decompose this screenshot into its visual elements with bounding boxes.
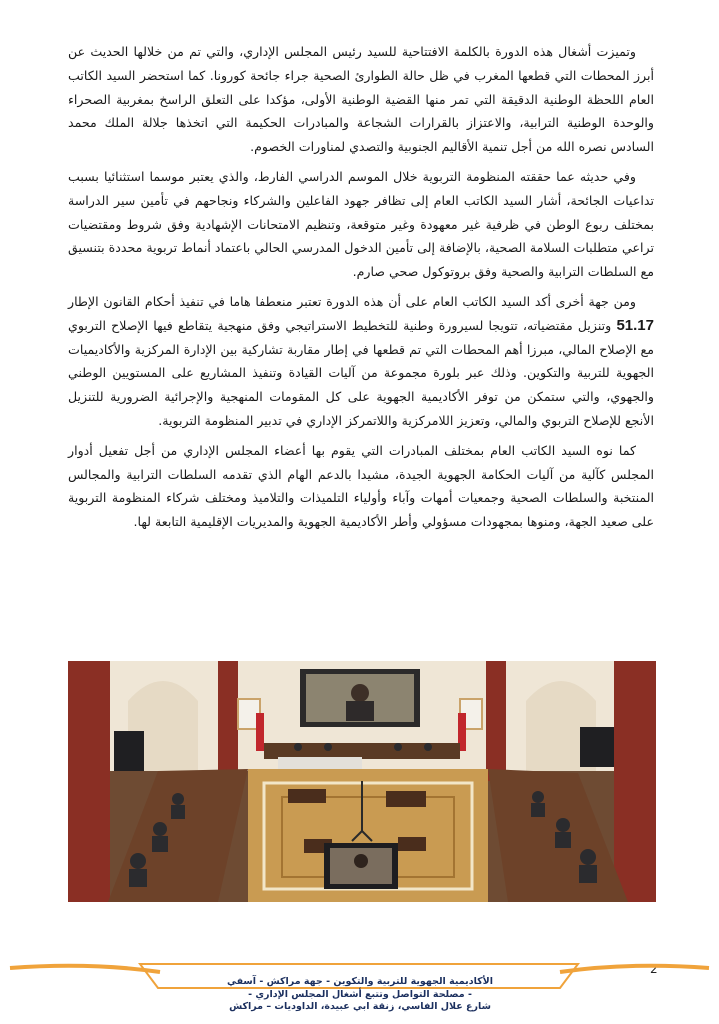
law-number: 51.17 [616,316,654,334]
paragraph-framework-law-part1: ومن جهة أخرى أكد السيد الكاتب العام على أن هذه الدورة تعتبر منعطفا هاما في تنفيذ أحكام القانون الإطار [68,293,636,309]
footer-line-service: - مصلحة التواصل وتتبع أشغال المجلس الإداري - [248,988,472,1000]
paragraph-framework-law [68,290,654,433]
page-number: 2 [650,962,658,976]
footer-line-address: شارع علال الفاسي، زنقة ابي عبيدة، الداوديات – مراكش [229,1001,491,1012]
paragraph-framework-law-part2: وتنزيل مقتضياته، تتويجا لسيرورة وطنية للتخطيط الاستراتيجي وفق منهجية يتقاطع فيها الإصلاح التربوي مع الإصلاح المالي، مبرزا أهم المحطات التي تم قطعها في إطار مقاربة تشاركية بين الإدارة المركزية والأكاديميات الجهوية للتربية والتكوين. وذلك عبر بلورة مجموعة من آليات القيادة وتنفيذ المشاريع على المستويين الوطني والجهوي، والتي ستمكن من توفر الأكاديمية الجهوية على كل المقومات المنهجية والإجرائية الضرورية للتنزيل الأنجع للإصلاح التربوي والمالي، وتعزيز اللامركزية واللاتمركز الإداري في تدبير المنظومة التربوية. [68,317,654,428]
paragraph-acknowledgements: كما نوه السيد الكاتب العام بمختلف المبادرات التي يقوم بها أعضاء المجلس الإداري من أجل تفعيل أدوار المجلس كآلية من آليات الحكامة الجهوية الجيدة، مشيدا بالدعم الهام الذي تقدمه السلطات الترابية والمجالس المنتخبة والسلطات الصحية وجمعيات أمهات وآباء وأولياء التلميذات والتلاميذ ومختلف شركاء المنظومة التربوية على صعيد الجهة، ومنوها بمجهودات مسؤولي وأطر الأكاديمية الجهوية والمديريات الإقليمية التابعة لها. [68,442,654,530]
article-body [68,40,654,540]
footer [160,976,560,1014]
meeting-hall-photo [68,661,656,902]
footer-line-academy: الأكاديمية الجهوية للتربية والتكوين - جهة مراكش - آسفي [226,976,493,987]
paragraph-school-year: وفي حديثه عما حققته المنظومة التربوية خلال الموسم الدراسي الفارط، والذي يعتبر موسما استثنائيا بسبب تداعيات الجائحة، أشار السيد الكاتب العام إلى تظافر جهود الفاعلين والشركاء ونجاحهم في تأمين سير الدراسة بمختلف ربوع الوطن في ظرفية غير معهودة وغير متوقعة، وتنظيم الامتحانات الإشهادية وفق شروط ومقتضيات تراعي متطلبات السلامة الصحية، بالإضافة إلى تأمين الدخول المدرسي الحالي باعتماد أنماط تربوية محددة بتنسيق مع السلطات الترابية والصحية وفق بروتوكول صحي صارم. [68,168,654,280]
paragraph-opening-speech: وتميزت أشغال هذه الدورة بالكلمة الافتتاحية للسيد رئيس المجلس الإداري، والتي تم من خلالها الحديث عن أبرز المحطات التي قطعها المغرب في ظل حالة الطوارئ الصحية جراء جائحة كورونا. كما استحضر السيد الكاتب العام اللحظة الوطنية الدقيقة التي تمر منها القضية الوطنية الأولى، مؤكدا على التعلق الراسخ بمغربية الصحراء والوحدة الوطنية الترابية، والاعتزاز بالقرارات الشجاعة والمبادرات الحكيمة التي اتخذها جلالة الملك محمد السادس نصره الله من أجل تنمية الأقاليم الجنوبية والتصدي لمناورات الخصوم. [68,44,654,155]
